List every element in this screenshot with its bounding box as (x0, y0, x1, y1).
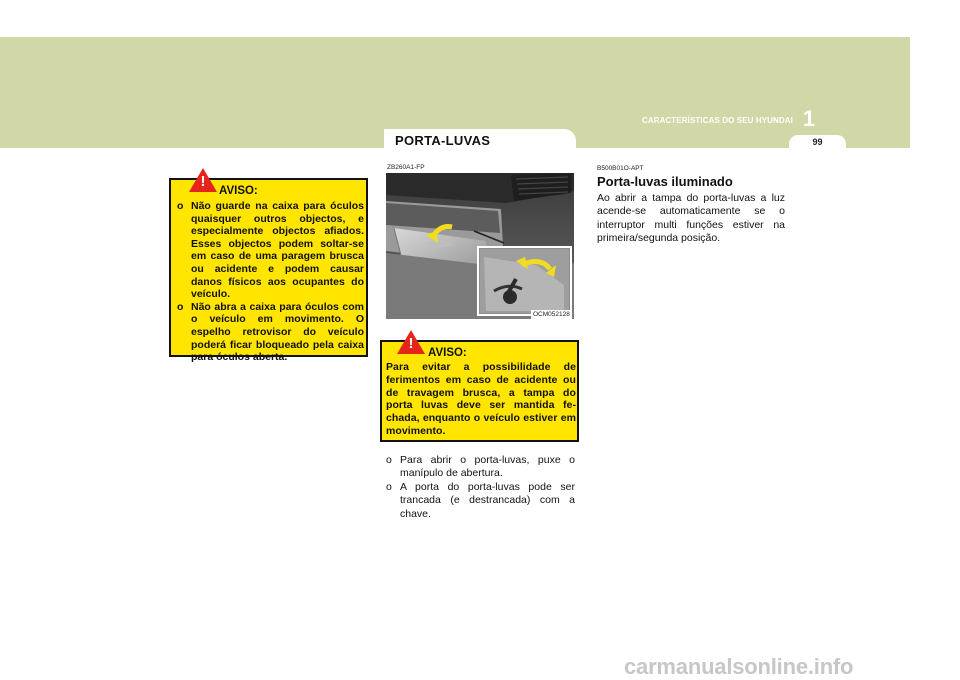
watermark: carmanualsonline.info (624, 654, 854, 679)
page-number: 99 (812, 137, 823, 147)
warning-box-mid (380, 335, 579, 442)
section-body: Ao abrir a tampa do porta-luvas a luz acende-se automaticamente se o interruptor multi funções estiver na primeira/segunda posição. (597, 192, 785, 245)
glovebox-photo (386, 173, 574, 319)
warning-item: o Não abra a caixa para óculos com o veículo em movimento. O espelho retrovisor do veículo poderá ficar bloqueado pela caixa para óculos aberta. (177, 300, 364, 364)
warning-triangle-icon: ! (189, 168, 217, 192)
image-code: OCM052128 (533, 311, 570, 318)
section-heading: Porta-luvas iluminado (597, 174, 733, 189)
list-item: o A porta do porta-luvas pode ser trancada (e destrancada) com a chave. (386, 480, 575, 520)
instructions-list (386, 454, 575, 521)
warning-triangle-icon: ! (397, 330, 425, 354)
warning-box-left (169, 173, 368, 364)
chapter-number: 1 (802, 106, 816, 131)
section-code: B500B01O-APT (597, 165, 644, 172)
glovebox-illustration (386, 173, 574, 319)
figure-code: ZB260A1-FP (387, 164, 425, 171)
warning-text: Para evitar a possibilidade de ferimentos em caso de acidente ou de travagem brusca, a tampa do porta luvas deve ser mantida fe- chada, enquanto o veículo estiver em movimento. (386, 361, 576, 437)
warning-item: o Não guarde na caixa para óculos quaisquer outros objectos, e especialmente objectos afiados. Esses objectos podem soltar-se em caso de uma paragem brusca ou acidente e podem causar danos físicos aos ocupantes do veículo. (177, 200, 364, 301)
warning-title: AVISO: (428, 347, 467, 359)
warning-title: AVISO: (219, 185, 258, 197)
section-title: PORTA-LUVAS (395, 133, 491, 148)
chapter-title: CARACTERÍSTICAS DO SEU HYUNDAI (641, 116, 793, 125)
list-item: o Para abrir o porta-luvas, puxe o manípulo de abertura. (386, 454, 575, 480)
warning-list (177, 200, 364, 364)
